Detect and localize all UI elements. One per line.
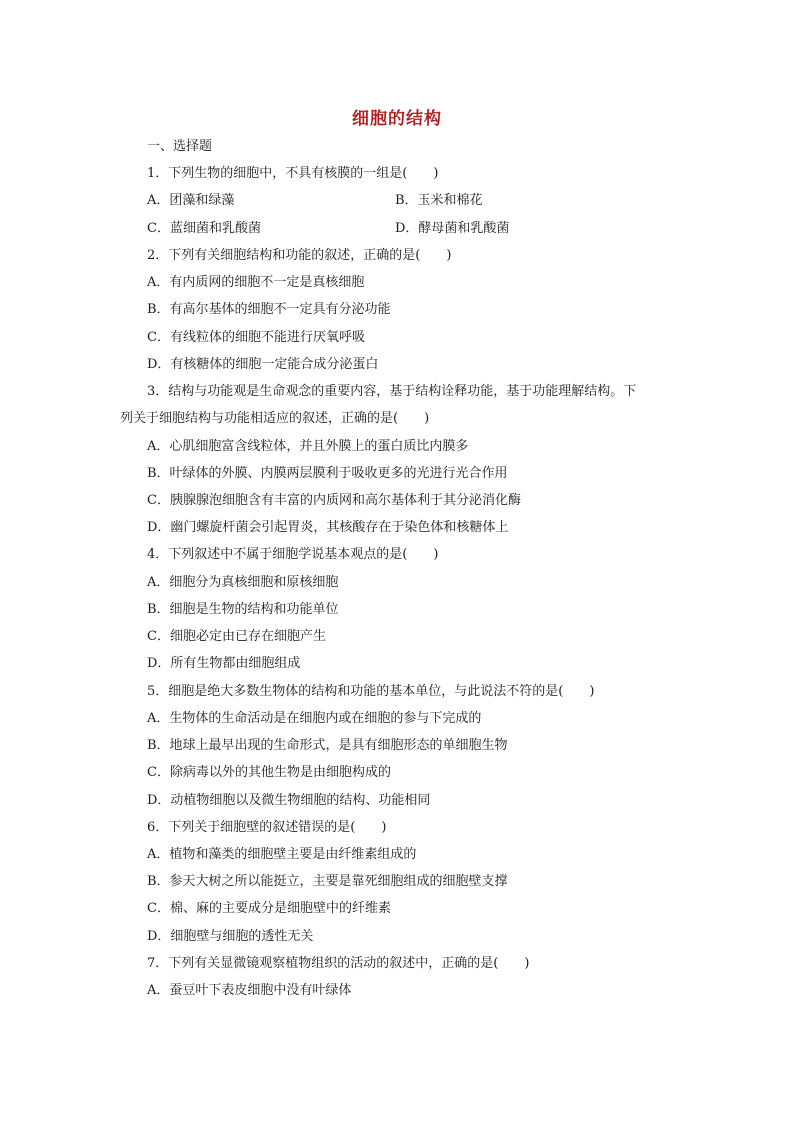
question-4-option-c: C．细胞必定由已存在细胞产生	[147, 629, 326, 644]
question-2-stem: 2．下列有关细胞结构和功能的叙述，正确的是( )	[147, 248, 452, 263]
question-6-option-a: A．植物和藻类的细胞壁主要是由纤维素组成的	[147, 847, 417, 862]
question-5-option-a: A．生物体的生命活动是在细胞内或在细胞的参与下完成的	[147, 711, 482, 726]
question-7-stem: 7．下列有关显微镜观察植物组织的活动的叙述中，正确的是( )	[147, 956, 530, 971]
question-5-option-d: D．动植物细胞以及微生物细胞的结构、功能相同	[147, 793, 431, 808]
question-1-option-b: B．玉米和棉花	[395, 193, 483, 208]
question-5-stem: 5．细胞是绝大多数生物体的结构和功能的基本单位，与此说法不符的是( )	[147, 684, 595, 699]
question-2-option-d: D．有核糖体的细胞一定能合成分泌蛋白	[147, 357, 379, 372]
question-4-stem: 4．下列叙述中不属于细胞学说基本观点的是( )	[147, 547, 439, 562]
question-6-stem: 6．下列关于细胞壁的叙述错误的是( )	[147, 820, 387, 835]
question-1-option-c: C．蓝细菌和乳酸菌	[147, 221, 261, 236]
question-2-option-b: B．有高尔基体的细胞不一定具有分泌功能	[147, 302, 391, 317]
question-3-option-b: B．叶绿体的外膜、内膜两层膜利于吸收更多的光进行光合作用	[147, 466, 508, 481]
question-6-option-b: B．参天大树之所以能挺立，主要是靠死细胞组成的细胞壁支撑	[147, 874, 508, 889]
question-2-option-c: C．有线粒体的细胞不能进行厌氧呼吸	[147, 330, 365, 345]
question-2-option-a: A．有内质网的细胞不一定是真核细胞	[147, 275, 365, 290]
question-5-option-c: C．除病毒以外的其他生物是由细胞构成的	[147, 765, 391, 780]
question-3-stem-line1: 3．结构与功能观是生命观念的重要内容，基于结构诠释功能，基于功能理解结构。下	[147, 384, 637, 399]
question-4-option-a: A．细胞分为真核细胞和原核细胞	[147, 575, 339, 590]
question-7-option-a: A．蚕豆叶下表皮细胞中没有叶绿体	[147, 983, 352, 998]
question-1-stem: 1．下列生物的细胞中，不具有核膜的一组是( )	[147, 166, 439, 181]
question-3-option-d: D．幽门螺旋杆菌会引起胃炎，其核酸存在于染色体和核糖体上	[147, 520, 509, 535]
question-4-option-b: B．细胞是生物的结构和功能单位	[147, 602, 339, 617]
question-3-option-a: A．心肌细胞富含线粒体，并且外膜上的蛋白质比内膜多	[147, 439, 469, 454]
question-3-option-c: C．胰腺腺泡细胞含有丰富的内质网和高尔基体利于其分泌消化酶	[147, 493, 521, 508]
page-title: 细胞的结构	[352, 109, 442, 129]
section-heading: 一、选择题	[147, 139, 213, 154]
question-5-option-b: B．地球上最早出现的生命形式，是具有细胞形态的单细胞生物	[147, 738, 508, 753]
question-3-stem-line2: 列关于细胞结构与功能相适应的叙述，正确的是( )	[120, 411, 430, 426]
question-1-option-d: D．酵母菌和乳酸菌	[395, 221, 510, 236]
question-6-option-c: C．棉、麻的主要成分是细胞壁中的纤维素	[147, 901, 391, 916]
question-6-option-d: D．细胞壁与细胞的透性无关	[147, 929, 314, 944]
question-1-option-a: A．团藻和绿藻	[147, 193, 235, 208]
question-4-option-d: D．所有生物都由细胞组成	[147, 656, 301, 671]
